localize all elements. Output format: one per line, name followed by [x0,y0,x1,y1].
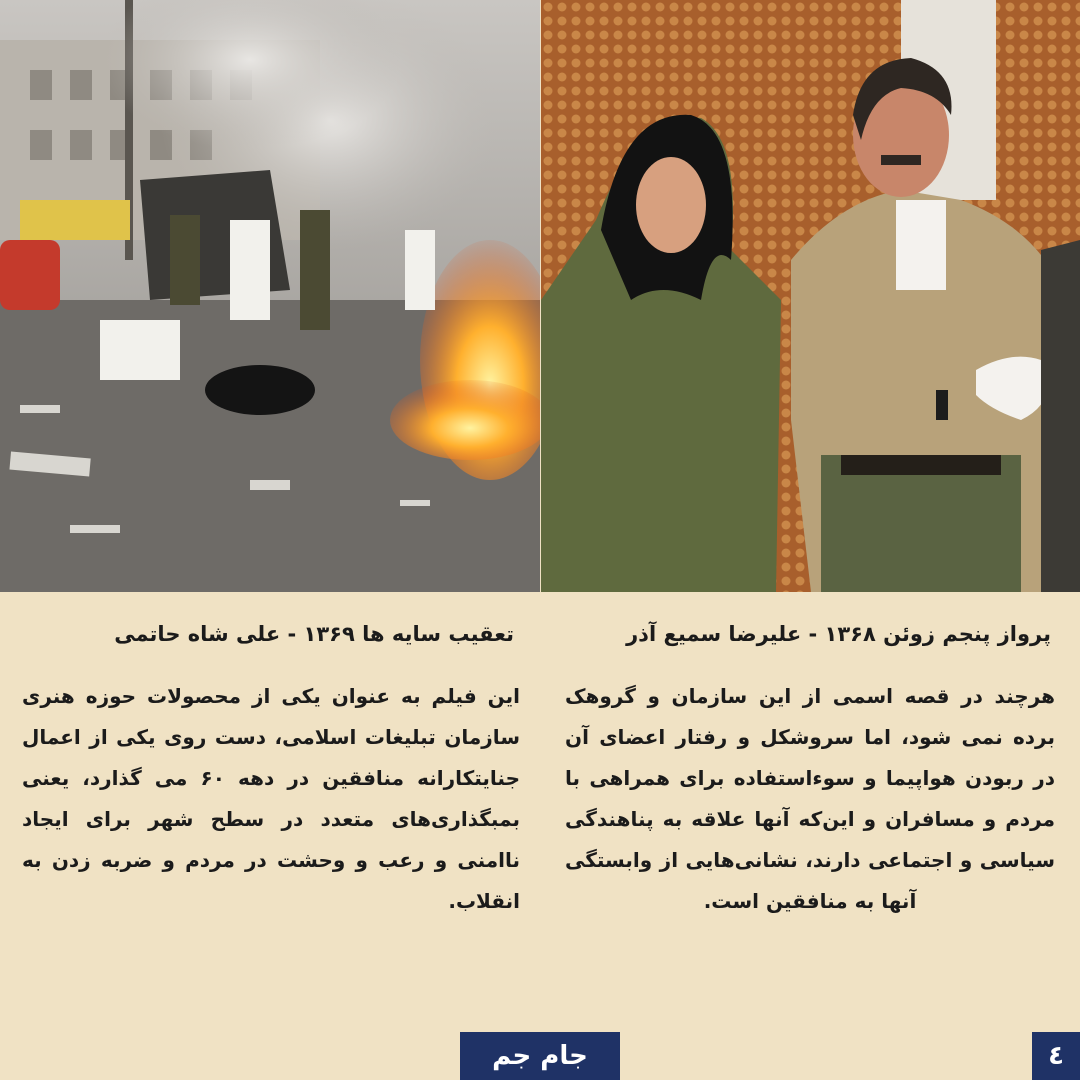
jamejam-logo: جام جم [460,1032,620,1080]
street-bombing-illustration [0,0,540,592]
film-still-illustration [541,0,1080,592]
right-film-description: هرچند در قصه اسمی از این سازمان و گروهک برده نمی شود، اما سروشکل و رفتار اعضای آن در ربودن هواپیما و سوءاستفاده برای همراهی با مردم و مسافران و این‌که آنها علاقه به پناهندگی سیاسی و اجتماعی دارند، نشانی‌هایی از وابستگی آنها به منافقین است. [565,684,1055,913]
page-number-badge: ٤ [1032,1032,1080,1080]
film-still-photo [541,0,1080,592]
right-caption-column [565,600,1055,922]
street-bombing-photo [0,0,540,592]
left-film-title: تعقیب سایه ها ۱۳۶۹ - علی شاه حاتمی [114,622,514,646]
left-caption-column [22,600,520,922]
left-film-description: این فیلم به عنوان یکی از محصولات حوزه هنری سازمان تبلیغات اسلامی، دست روی یکی از اعمال جنایتکارانه منافقین در دهه ۶۰ می گذارد، یعنی بمبگذاری‌های متعدد در سطح شهر برای ایجاد ناامنی و رعب و وحشت در مردم و ضربه زدن به انقلاب. [22,684,520,913]
right-film-title: پرواز پنجم زوئن ۱۳۶۸ - علیرضا سمیع آذر [626,622,1051,646]
